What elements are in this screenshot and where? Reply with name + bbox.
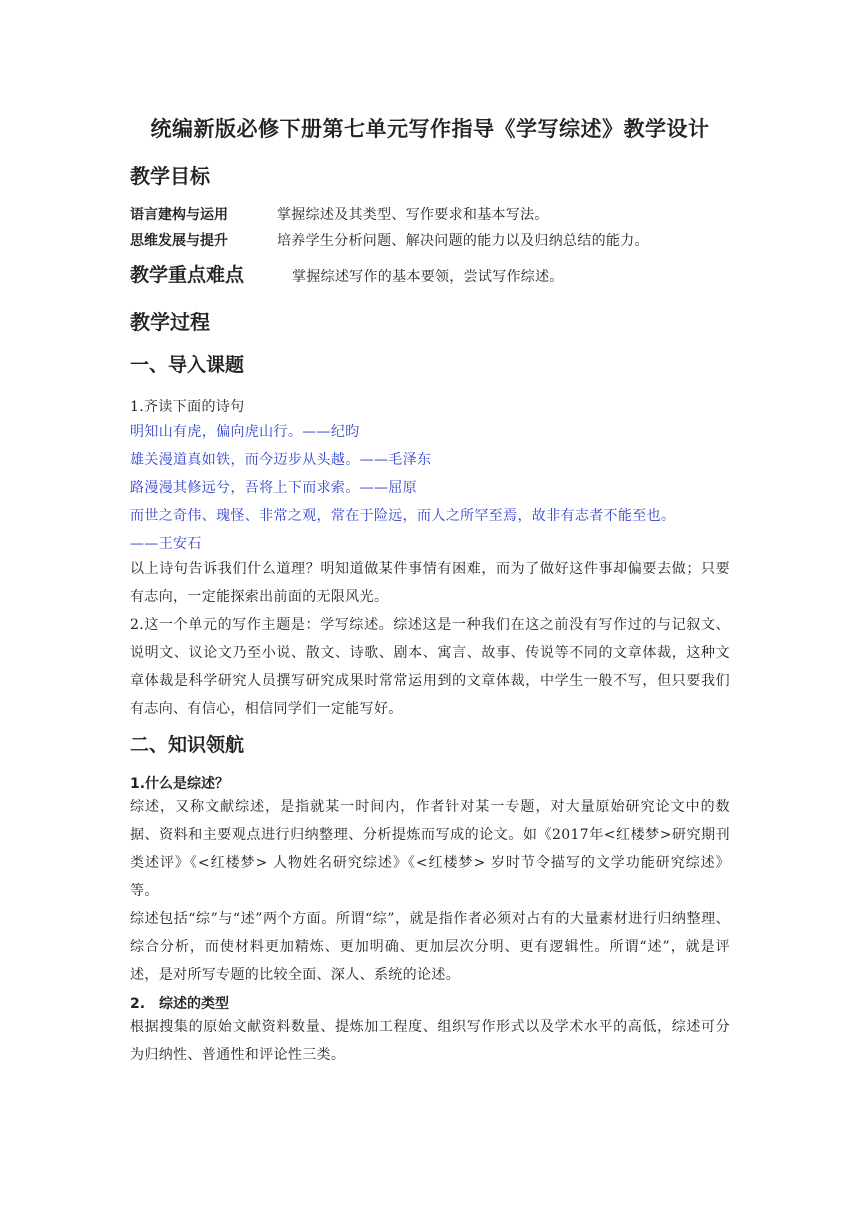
section2-subheading1: 1.什么是综述？ [130, 776, 230, 792]
section2-paragraph1: 综述，又称文献综述，是指就某一时间内，作者针对某一专题，对大量原始研究论文中的数据、资料和主要观点进行归纳整理、分析提炼而写成的论文。如《2017年<红楼梦>研究期刊类述评》《<红楼梦> 人物姓名研究综述》《<红楼梦> 岁时节令描写的文学功能研究综述》等。 [130, 799, 730, 899]
poem-line: ——王安石 [130, 536, 202, 552]
poem-line: 路漫漫其修远兮，吾将上下而求索。——屈原 [130, 480, 417, 496]
poem-line: 明知山有虎，偏向虎山行。——纪昀 [130, 424, 360, 440]
key-points [130, 260, 564, 287]
section1-paragraph1: 以上诗句告诉我们什么道理？明知道做某件事情有困难，而为了做好这件事却偏要去做；只要有志向，一定能探索出前面的无限风光。 [130, 561, 730, 605]
section2-subheading2: 2. 综述的类型 [130, 996, 230, 1012]
goal-text: 掌握综述及其类型、写作要求和基本写法。 [277, 207, 549, 223]
goal-row-language [130, 204, 549, 224]
key-points-label: 教学重点难点 [130, 264, 245, 286]
poem-line: 雄关漫道真如铁，而今迈步从头越。——毛泽东 [130, 452, 432, 468]
key-points-text: 掌握综述写作的基本要领，尝试写作综述。 [292, 269, 564, 285]
goal-label: 思维发展与提升 [130, 233, 228, 249]
process-heading: 教学过程 [130, 310, 210, 334]
goal-row-thinking [130, 230, 649, 250]
goal-text: 培养学生分析问题、解决问题的能力以及归纳总结的能力。 [277, 233, 649, 249]
poem-line: 而世之奇伟、瑰怪、非常之观，常在于险远，而人之所罕至焉，故非有志者不能至也。 [130, 508, 676, 524]
goals-heading: 教学目标 [130, 164, 210, 188]
section1-heading: 一、导入课题 [130, 354, 245, 376]
goal-label: 语言建构与运用 [130, 207, 228, 223]
section2-heading: 二、知识领航 [130, 734, 245, 756]
document-title: 统编新版必修下册第七单元写作指导《学写综述》教学设计 [150, 117, 710, 141]
section2-paragraph2: 综述包括“综”与“述”两个方面。所谓“综”，就是指作者必须对占有的大量素材进行归纳整理、综合分析，而使材料更加精炼、更加明确、更加层次分明、更有逻辑性。所谓“述”，就是评述，是对所写专题的比较全面、深人、系统的论述。 [130, 911, 730, 983]
section2-paragraph3: 根据搜集的原始文献资料数量、提炼加工程度、组织写作形式以及学术水平的高低，综述可分为归纳性、普通性和评论性三类。 [130, 1019, 730, 1063]
section1-paragraph2: 2.这一个单元的写作主题是：学写综述。综述这是一种我们在这之前没有写作过的与记叙文、说明文、议论文乃至小说、散文、诗歌、剧本、寓言、故事、传说等不同的文章体裁，这种文章体裁是科学研究人员撰写研究成果时常常运用到的文章体裁，中学生一般不写，但只要我们有志向、有信心，相信同学们一定能写好。 [130, 617, 730, 717]
section1-item1: 1.齐读下面的诗句 [130, 399, 245, 415]
